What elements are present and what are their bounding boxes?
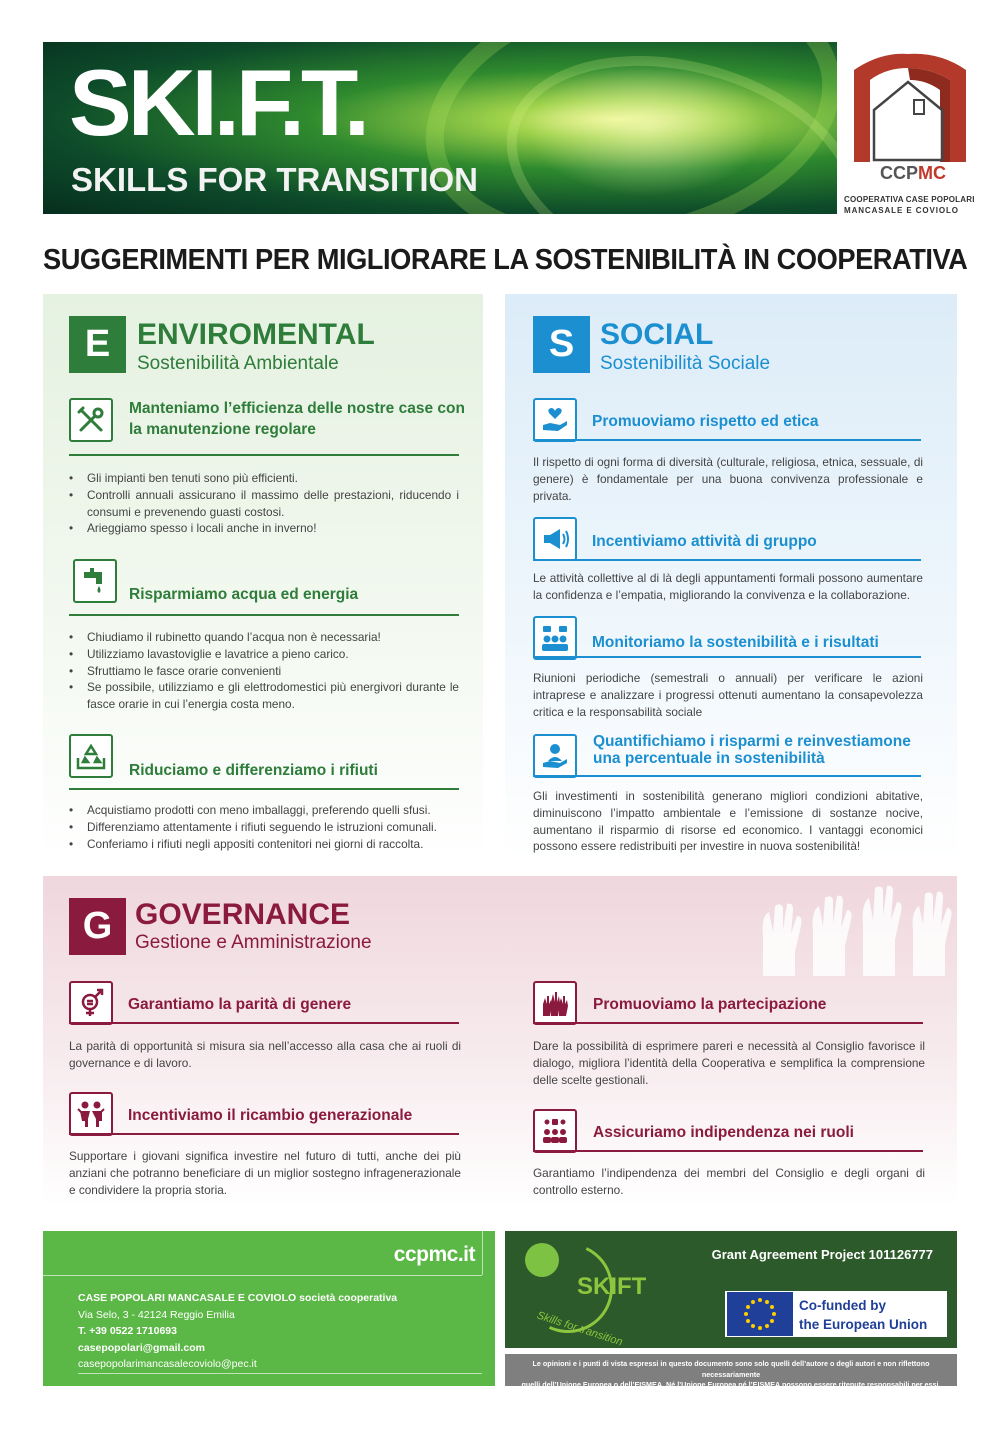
list-item: • Gli impianti ben tenuti sono più efficienti. [69,470,459,487]
divider [43,1275,482,1276]
item-title: Risparmiamo acqua ed energia [129,586,359,603]
social-panel [505,294,957,862]
faucet-icon [73,559,117,603]
item-title: Riduciamo e differenziamo i rifiuti [129,762,378,779]
divider [482,1231,483,1275]
bullet-list [69,802,469,852]
pillar-title: SOCIAL [600,318,714,351]
list-item: • Arieggiamo spesso i locali anche in inverno! [69,520,459,537]
board-roles-icon [533,1109,577,1153]
badge-s: S [533,316,590,373]
list-item: • Controlli annuali assicurano il massimo delle prestazioni, riducendo i consumi e prevenendo guasti costosi. [69,487,459,521]
item-title: Incentiviamo attività di gruppo [592,533,817,550]
governance-panel [43,876,957,1206]
footer-eu [505,1231,957,1348]
eu-cofunded-text: Co-funded by the European Union [799,1298,928,1332]
person-hand-icon [533,734,577,778]
divider [78,1373,482,1374]
paragraph: Riunioni periodiche (semestrali o annuali) per verificare le azioni intraprese e analizzare i progressi ottenuti aumentano la consapevolezza critica e la responsabilità sociale [533,671,923,719]
skift-logo-dot [525,1243,559,1277]
raised-hands-decor-icon [743,876,957,976]
pillar-subtitle: Sostenibilità Ambientale [137,353,339,374]
grant-agreement: Grant Agreement Project 101126777 [711,1247,933,1262]
gender-equality-icon [69,981,113,1025]
meeting-icon [533,616,577,660]
tools-icon [69,398,113,442]
item-title: Manteniamo l’efficienza delle nostre case con la manutenzione regolare [129,400,465,438]
paragraph: Supportare i giovani significa investire nel futuro di tutti, anche dei più anziani che potranno beneficiare di un miglior sostegno infragenerazionale e condividere la propria storia. [69,1149,461,1197]
divider [69,614,459,616]
header-banner [43,42,837,214]
banner-glow [517,52,777,202]
item-title: Monitoriamo la sostenibilità e i risultati [592,634,879,651]
item-title: Assicuriamo indipendenza nei ruoli [593,1124,854,1141]
list-item: • Acquistiamo prodotti con meno imballaggi, preferendo quelli sfusi. [69,802,469,819]
badge-e: E [69,316,126,373]
contact-block [78,1290,397,1373]
bullet-list [69,470,459,537]
eu-flag-icon [727,1292,793,1336]
divider [69,1133,459,1135]
item-title: Promuoviamo rispetto ed etica [592,413,819,430]
company-name: CASE POPOLARI MANCASALE E COVIOLO società cooperativa [78,1292,398,1304]
divider [69,454,459,456]
recycle-hands-icon [69,734,113,778]
address: Via Selo, 3 - 42124 Reggio Emilia [78,1308,235,1321]
bullet-list [69,629,459,713]
list-item: • Differenziamo attentamente i rifiuti seguendo le istruzioni comunali. [69,819,469,836]
banner-subtitle: SKILLS FOR TRANSITION [71,161,478,198]
paragraph: Il rispetto di ogni forma di diversità (culturale, religiosa, etnica, sessuale, di genere) è fondamentale per una buona convivenza professionale e privata. [533,455,923,503]
list-item: • Se possibile, utilizziamo e gli elettrodomestici più energivori durante le fasce orarie in cui l’energia costa meno. [69,679,459,713]
website-link[interactable]: ccpmc.it [393,1243,475,1266]
house-logo-icon [850,50,968,162]
children-icon [69,1092,113,1136]
pec-link[interactable]: casepopolarimancasalecoviolo@pec.it [78,1358,257,1370]
skift-logo-text: SKIFT [577,1273,647,1300]
paragraph: Dare la possibilità di esprimere pareri e necessità al Consiglio favorisce il dialogo, migliora l’identità della Cooperativa e semplifica la comprensione delle scelte gestionali. [533,1039,925,1087]
banner-title: SKI.F.T. [69,50,367,155]
item-title: Garantiamo la parità di genere [128,996,352,1013]
paragraph: La parità di opportunità si misura sia nell’accesso alla casa che ai ruoli di governance e di lavoro. [69,1039,461,1070]
heart-hand-icon [533,398,577,442]
divider [533,559,921,561]
list-item: • Utilizziamo lavastoviglie e lavatrice a pieno carico. [69,646,459,663]
skift-tagline: Skills for transition [535,1309,624,1349]
list-item: • Chiudiamo il rubinetto quando l’acqua non è necessaria! [69,629,459,646]
footer-contacts [43,1231,495,1386]
divider [69,1022,459,1024]
paragraph: Garantiamo l’indipendenza dei membri del Consiglio e degli organi di controllo esterno. [533,1166,925,1197]
badge-g: G [69,898,126,955]
logo-wordmark: CCPMC [880,163,947,183]
pillar-title: GOVERNANCE [135,898,351,931]
eu-disclaimer: Le opinioni e i punti di vista espressi in questo documento sono solo quelli dell’autore o degli autori e non riflettono necessariamente quelli dell’Unione Europea o dell’EISMEA. Né l’Unione Europea né l’EISMEA possono essere ritenute responsabili per essi. [505,1354,957,1386]
paragraph: Le attività collettive al di là degli appuntamenti formali possono aumentare la confidenza e l’empatia, migliorando la convivenza e la collaborazione. [533,571,923,602]
phone: T. +39 0522 1710693 [78,1325,177,1337]
item-title: Promuoviamo la partecipazione [593,996,827,1013]
megaphone-icon [533,517,577,561]
environmental-panel [43,294,483,862]
email-link[interactable]: casepopolari@gmail.com [78,1341,205,1354]
item-title: Incentiviamo il ricambio generazionale [128,1107,413,1124]
pillar-title: ENVIROMENTAL [137,318,375,351]
divider [533,1150,923,1152]
logo-caption: COOPERATIVA CASE POPOLARI MANCASALE E COVIOLO [844,195,975,215]
ccpmc-logo [844,50,975,220]
list-item: • Conferiamo i rifiuti negli appositi contenitori nei giorni di raccolta. [69,836,469,853]
list-item: • Sfruttiamo le fasce orarie convenienti [69,663,459,680]
paragraph: Gli investimenti in sostenibilità generano migliori condizioni abitative, diminuiscono l’impatto ambientale e l’emissione di sostanze nocive, aumentano il risparmio di risorse ed economico. I vantaggi economici possono essere redistribuiti per investire in nuova sostenibilità! [533,789,923,854]
divider [533,439,921,441]
raised-hands-icon [533,981,577,1025]
divider [533,1022,923,1024]
pillar-subtitle: Gestione e Amministrazione [135,932,372,953]
page-title: SUGGERIMENTI PER MIGLIORARE LA SOSTENIBILITÀ IN COOPERATIVA [43,244,968,276]
divider [533,775,921,777]
divider [533,656,921,658]
divider [69,788,459,790]
item-title: Quantifichiamo i risparmi e reinvestiamone una percentuale in sostenibilità [593,733,911,767]
pillar-subtitle: Sostenibilità Sociale [600,353,771,374]
